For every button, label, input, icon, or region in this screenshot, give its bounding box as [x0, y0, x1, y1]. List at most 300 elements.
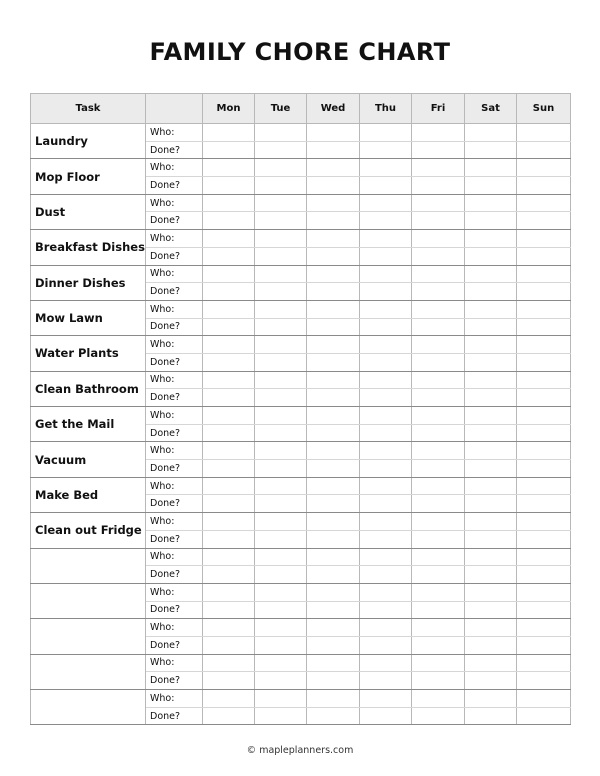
who-cell-sun[interactable] [517, 513, 571, 531]
who-cell-fri[interactable] [412, 336, 465, 354]
done-cell-tue[interactable] [255, 460, 307, 478]
who-cell-thu[interactable] [360, 513, 412, 531]
who-cell-thu[interactable] [360, 194, 412, 212]
task-name[interactable] [31, 654, 146, 689]
done-cell-sun[interactable] [517, 353, 571, 371]
who-cell-thu[interactable] [360, 619, 412, 637]
who-cell-fri[interactable] [412, 548, 465, 566]
who-label: Who: [146, 690, 203, 708]
done-cell-sat[interactable] [465, 141, 517, 159]
who-cell-fri[interactable] [412, 513, 465, 531]
task-row-who [31, 336, 571, 354]
task-row-who [31, 583, 571, 601]
done-cell-thu[interactable] [360, 601, 412, 619]
who-cell-tue[interactable] [255, 654, 307, 672]
done-cell-fri[interactable] [412, 495, 465, 513]
who-cell-sun[interactable] [517, 265, 571, 283]
done-cell-thu[interactable] [360, 283, 412, 301]
who-cell-wed[interactable] [307, 336, 360, 354]
done-cell-sat[interactable] [465, 707, 517, 725]
done-cell-sat[interactable] [465, 495, 517, 513]
done-label: Done? [146, 495, 203, 513]
task-row-who [31, 230, 571, 248]
done-cell-wed[interactable] [307, 283, 360, 301]
done-cell-thu[interactable] [360, 424, 412, 442]
who-cell-tue[interactable] [255, 300, 307, 318]
done-cell-sun[interactable] [517, 424, 571, 442]
task-name[interactable]: Water Plants [31, 336, 146, 371]
done-cell-wed[interactable] [307, 495, 360, 513]
done-label: Done? [146, 530, 203, 548]
done-cell-sat[interactable] [465, 353, 517, 371]
who-cell-sun[interactable] [517, 548, 571, 566]
done-cell-sat[interactable] [465, 212, 517, 230]
done-cell-sun[interactable] [517, 177, 571, 195]
done-label: Done? [146, 601, 203, 619]
done-cell-thu[interactable] [360, 141, 412, 159]
done-label: Done? [146, 318, 203, 336]
done-label: Done? [146, 566, 203, 584]
done-label: Done? [146, 353, 203, 371]
who-cell-sun[interactable] [517, 690, 571, 708]
who-cell-tue[interactable] [255, 124, 307, 142]
done-cell-fri[interactable] [412, 530, 465, 548]
who-cell-sun[interactable] [517, 619, 571, 637]
who-cell-mon[interactable] [203, 477, 255, 495]
done-cell-wed[interactable] [307, 318, 360, 336]
done-cell-thu[interactable] [360, 530, 412, 548]
who-cell-sat[interactable] [465, 690, 517, 708]
done-cell-sun[interactable] [517, 672, 571, 690]
done-cell-wed[interactable] [307, 636, 360, 654]
who-cell-fri[interactable] [412, 583, 465, 601]
who-cell-fri[interactable] [412, 194, 465, 212]
done-cell-sat[interactable] [465, 424, 517, 442]
done-cell-tue[interactable] [255, 177, 307, 195]
task-row-who [31, 407, 571, 425]
who-cell-sat[interactable] [465, 336, 517, 354]
done-cell-wed[interactable] [307, 141, 360, 159]
who-cell-wed[interactable] [307, 371, 360, 389]
done-cell-wed[interactable] [307, 389, 360, 407]
task-name[interactable]: Mop Floor [31, 159, 146, 194]
who-cell-tue[interactable] [255, 583, 307, 601]
done-cell-mon[interactable] [203, 530, 255, 548]
done-cell-mon[interactable] [203, 672, 255, 690]
who-cell-fri[interactable] [412, 124, 465, 142]
done-cell-fri[interactable] [412, 247, 465, 265]
done-cell-thu[interactable] [360, 247, 412, 265]
done-cell-sat[interactable] [465, 530, 517, 548]
done-cell-wed[interactable] [307, 177, 360, 195]
who-cell-sun[interactable] [517, 336, 571, 354]
who-cell-wed[interactable] [307, 548, 360, 566]
done-cell-fri[interactable] [412, 212, 465, 230]
who-cell-sun[interactable] [517, 371, 571, 389]
done-cell-thu[interactable] [360, 353, 412, 371]
who-cell-tue[interactable] [255, 477, 307, 495]
who-cell-tue[interactable] [255, 194, 307, 212]
who-cell-mon[interactable] [203, 619, 255, 637]
task-row-who [31, 159, 571, 177]
done-cell-tue[interactable] [255, 636, 307, 654]
done-label: Done? [146, 247, 203, 265]
task-name[interactable]: Breakfast Dishes [31, 230, 146, 265]
done-cell-sun[interactable] [517, 601, 571, 619]
who-cell-sun[interactable] [517, 654, 571, 672]
day-header-thu: Thu [360, 94, 412, 124]
who-cell-tue[interactable] [255, 230, 307, 248]
done-cell-sat[interactable] [465, 283, 517, 301]
who-cell-tue[interactable] [255, 690, 307, 708]
done-cell-fri[interactable] [412, 672, 465, 690]
who-cell-mon[interactable] [203, 654, 255, 672]
who-cell-thu[interactable] [360, 336, 412, 354]
done-cell-sat[interactable] [465, 672, 517, 690]
who-cell-wed[interactable] [307, 230, 360, 248]
day-header-mon: Mon [203, 94, 255, 124]
done-label: Done? [146, 636, 203, 654]
task-name[interactable]: Make Bed [31, 477, 146, 512]
task-name[interactable] [31, 619, 146, 654]
done-cell-fri[interactable] [412, 424, 465, 442]
task-name[interactable]: Get the Mail [31, 407, 146, 442]
done-cell-fri[interactable] [412, 177, 465, 195]
who-label: Who: [146, 230, 203, 248]
task-name[interactable]: Laundry [31, 124, 146, 159]
who-cell-sat[interactable] [465, 159, 517, 177]
done-label: Done? [146, 672, 203, 690]
who-cell-sat[interactable] [465, 194, 517, 212]
task-row-who [31, 194, 571, 212]
done-cell-fri[interactable] [412, 283, 465, 301]
task-row-who [31, 371, 571, 389]
done-cell-mon[interactable] [203, 318, 255, 336]
who-cell-thu[interactable] [360, 548, 412, 566]
who-cell-sat[interactable] [465, 371, 517, 389]
done-cell-wed[interactable] [307, 601, 360, 619]
who-cell-tue[interactable] [255, 548, 307, 566]
done-cell-sun[interactable] [517, 318, 571, 336]
done-cell-mon[interactable] [203, 283, 255, 301]
who-cell-fri[interactable] [412, 407, 465, 425]
who-cell-fri[interactable] [412, 690, 465, 708]
done-cell-sat[interactable] [465, 318, 517, 336]
done-cell-tue[interactable] [255, 283, 307, 301]
done-label: Done? [146, 283, 203, 301]
who-cell-sat[interactable] [465, 477, 517, 495]
done-label: Done? [146, 424, 203, 442]
done-cell-sun[interactable] [517, 247, 571, 265]
done-cell-tue[interactable] [255, 495, 307, 513]
task-row-who [31, 300, 571, 318]
done-label: Done? [146, 212, 203, 230]
done-cell-tue[interactable] [255, 530, 307, 548]
who-cell-sun[interactable] [517, 407, 571, 425]
who-cell-sat[interactable] [465, 407, 517, 425]
who-cell-mon[interactable] [203, 230, 255, 248]
done-cell-sun[interactable] [517, 141, 571, 159]
who-cell-sat[interactable] [465, 124, 517, 142]
done-cell-thu[interactable] [360, 177, 412, 195]
task-row-who [31, 265, 571, 283]
task-name[interactable]: Mow Lawn [31, 300, 146, 335]
who-cell-wed[interactable] [307, 583, 360, 601]
who-cell-thu[interactable] [360, 300, 412, 318]
done-cell-tue[interactable] [255, 707, 307, 725]
who-label: Who: [146, 513, 203, 531]
who-cell-mon[interactable] [203, 300, 255, 318]
who-cell-sat[interactable] [465, 513, 517, 531]
done-cell-mon[interactable] [203, 212, 255, 230]
done-cell-thu[interactable] [360, 318, 412, 336]
who-cell-wed[interactable] [307, 619, 360, 637]
done-cell-thu[interactable] [360, 212, 412, 230]
done-cell-wed[interactable] [307, 566, 360, 584]
done-cell-mon[interactable] [203, 141, 255, 159]
task-name[interactable] [31, 548, 146, 583]
done-cell-sun[interactable] [517, 460, 571, 478]
done-cell-thu[interactable] [360, 566, 412, 584]
who-cell-sat[interactable] [465, 265, 517, 283]
done-cell-fri[interactable] [412, 318, 465, 336]
who-cell-mon[interactable] [203, 690, 255, 708]
footer-copyright: © mapleplanners.com [246, 745, 354, 756]
who-cell-tue[interactable] [255, 371, 307, 389]
done-cell-fri[interactable] [412, 636, 465, 654]
who-cell-sat[interactable] [465, 654, 517, 672]
who-cell-mon[interactable] [203, 583, 255, 601]
who-cell-thu[interactable] [360, 407, 412, 425]
done-cell-sun[interactable] [517, 283, 571, 301]
who-cell-tue[interactable] [255, 407, 307, 425]
done-cell-tue[interactable] [255, 141, 307, 159]
task-name[interactable]: Vacuum [31, 442, 146, 477]
who-cell-tue[interactable] [255, 513, 307, 531]
who-cell-sat[interactable] [465, 442, 517, 460]
done-cell-mon[interactable] [203, 566, 255, 584]
who-cell-sun[interactable] [517, 194, 571, 212]
done-cell-tue[interactable] [255, 212, 307, 230]
done-label: Done? [146, 460, 203, 478]
done-cell-tue[interactable] [255, 424, 307, 442]
done-cell-thu[interactable] [360, 460, 412, 478]
done-cell-tue[interactable] [255, 672, 307, 690]
done-cell-mon[interactable] [203, 389, 255, 407]
who-cell-mon[interactable] [203, 442, 255, 460]
done-cell-wed[interactable] [307, 707, 360, 725]
who-cell-wed[interactable] [307, 690, 360, 708]
done-cell-fri[interactable] [412, 141, 465, 159]
task-name[interactable] [31, 583, 146, 618]
who-cell-fri[interactable] [412, 265, 465, 283]
done-cell-thu[interactable] [360, 636, 412, 654]
who-cell-sat[interactable] [465, 300, 517, 318]
done-cell-sat[interactable] [465, 636, 517, 654]
who-cell-mon[interactable] [203, 548, 255, 566]
done-label: Done? [146, 141, 203, 159]
who-cell-mon[interactable] [203, 159, 255, 177]
who-cell-thu[interactable] [360, 371, 412, 389]
task-name[interactable]: Dust [31, 194, 146, 229]
done-cell-wed[interactable] [307, 530, 360, 548]
done-cell-thu[interactable] [360, 672, 412, 690]
done-cell-sat[interactable] [465, 566, 517, 584]
who-cell-fri[interactable] [412, 654, 465, 672]
done-cell-tue[interactable] [255, 389, 307, 407]
done-cell-wed[interactable] [307, 672, 360, 690]
done-cell-fri[interactable] [412, 353, 465, 371]
done-cell-fri[interactable] [412, 707, 465, 725]
who-cell-tue[interactable] [255, 159, 307, 177]
header-row [31, 94, 571, 124]
who-cell-sat[interactable] [465, 230, 517, 248]
who-cell-mon[interactable] [203, 371, 255, 389]
done-cell-fri[interactable] [412, 460, 465, 478]
done-cell-sat[interactable] [465, 460, 517, 478]
done-cell-sun[interactable] [517, 566, 571, 584]
done-cell-thu[interactable] [360, 707, 412, 725]
who-cell-mon[interactable] [203, 513, 255, 531]
task-name[interactable] [31, 690, 146, 725]
done-cell-mon[interactable] [203, 353, 255, 371]
done-cell-mon[interactable] [203, 601, 255, 619]
who-label: Who: [146, 159, 203, 177]
done-cell-mon[interactable] [203, 707, 255, 725]
who-cell-wed[interactable] [307, 124, 360, 142]
who-cell-mon[interactable] [203, 194, 255, 212]
who-label: Who: [146, 548, 203, 566]
who-cell-thu[interactable] [360, 583, 412, 601]
done-cell-sun[interactable] [517, 389, 571, 407]
chore-chart-table [30, 93, 571, 725]
done-cell-fri[interactable] [412, 566, 465, 584]
who-cell-sat[interactable] [465, 583, 517, 601]
task-name[interactable]: Clean out Fridge [31, 513, 146, 548]
who-cell-fri[interactable] [412, 371, 465, 389]
task-row-who [31, 690, 571, 708]
who-cell-sat[interactable] [465, 619, 517, 637]
who-label: Who: [146, 336, 203, 354]
who-cell-sun[interactable] [517, 300, 571, 318]
done-cell-fri[interactable] [412, 601, 465, 619]
done-cell-sun[interactable] [517, 495, 571, 513]
who-cell-fri[interactable] [412, 159, 465, 177]
who-cell-sun[interactable] [517, 442, 571, 460]
done-cell-mon[interactable] [203, 495, 255, 513]
done-cell-mon[interactable] [203, 177, 255, 195]
done-cell-tue[interactable] [255, 353, 307, 371]
who-label: Who: [146, 265, 203, 283]
task-row-who [31, 124, 571, 142]
who-cell-wed[interactable] [307, 407, 360, 425]
who-label: Who: [146, 194, 203, 212]
done-cell-mon[interactable] [203, 636, 255, 654]
who-cell-fri[interactable] [412, 230, 465, 248]
who-cell-thu[interactable] [360, 442, 412, 460]
who-cell-wed[interactable] [307, 513, 360, 531]
done-cell-wed[interactable] [307, 424, 360, 442]
done-cell-wed[interactable] [307, 460, 360, 478]
done-cell-fri[interactable] [412, 389, 465, 407]
who-cell-sun[interactable] [517, 124, 571, 142]
who-label: Who: [146, 442, 203, 460]
who-cell-fri[interactable] [412, 300, 465, 318]
who-cell-tue[interactable] [255, 265, 307, 283]
who-cell-sat[interactable] [465, 548, 517, 566]
who-cell-wed[interactable] [307, 442, 360, 460]
who-cell-sun[interactable] [517, 583, 571, 601]
done-cell-wed[interactable] [307, 353, 360, 371]
who-cell-thu[interactable] [360, 124, 412, 142]
who-cell-thu[interactable] [360, 477, 412, 495]
who-cell-wed[interactable] [307, 194, 360, 212]
who-cell-sun[interactable] [517, 477, 571, 495]
done-cell-sun[interactable] [517, 707, 571, 725]
done-cell-sat[interactable] [465, 389, 517, 407]
done-cell-sat[interactable] [465, 247, 517, 265]
who-cell-wed[interactable] [307, 159, 360, 177]
done-cell-sun[interactable] [517, 530, 571, 548]
who-cell-thu[interactable] [360, 230, 412, 248]
done-cell-sat[interactable] [465, 177, 517, 195]
done-cell-thu[interactable] [360, 389, 412, 407]
who-cell-thu[interactable] [360, 159, 412, 177]
done-cell-wed[interactable] [307, 247, 360, 265]
task-name[interactable]: Dinner Dishes [31, 265, 146, 300]
who-cell-mon[interactable] [203, 407, 255, 425]
who-cell-fri[interactable] [412, 477, 465, 495]
done-cell-tue[interactable] [255, 566, 307, 584]
done-cell-sun[interactable] [517, 212, 571, 230]
done-cell-mon[interactable] [203, 247, 255, 265]
who-cell-mon[interactable] [203, 336, 255, 354]
who-cell-tue[interactable] [255, 336, 307, 354]
who-cell-thu[interactable] [360, 654, 412, 672]
done-cell-tue[interactable] [255, 318, 307, 336]
task-name[interactable]: Clean Bathroom [31, 371, 146, 406]
done-cell-thu[interactable] [360, 495, 412, 513]
done-cell-tue[interactable] [255, 601, 307, 619]
done-cell-sat[interactable] [465, 601, 517, 619]
who-cell-fri[interactable] [412, 442, 465, 460]
who-cell-wed[interactable] [307, 300, 360, 318]
task-row-who [31, 477, 571, 495]
who-cell-thu[interactable] [360, 265, 412, 283]
done-cell-mon[interactable] [203, 460, 255, 478]
who-cell-thu[interactable] [360, 690, 412, 708]
who-label: Who: [146, 371, 203, 389]
who-cell-wed[interactable] [307, 654, 360, 672]
who-cell-wed[interactable] [307, 477, 360, 495]
done-cell-sun[interactable] [517, 636, 571, 654]
done-label: Done? [146, 177, 203, 195]
who-cell-mon[interactable] [203, 265, 255, 283]
day-header-wed: Wed [307, 94, 360, 124]
day-header-sat: Sat [465, 94, 517, 124]
done-cell-mon[interactable] [203, 424, 255, 442]
who-cell-fri[interactable] [412, 619, 465, 637]
done-cell-wed[interactable] [307, 212, 360, 230]
done-label: Done? [146, 389, 203, 407]
who-cell-tue[interactable] [255, 619, 307, 637]
who-cell-sun[interactable] [517, 159, 571, 177]
who-cell-wed[interactable] [307, 265, 360, 283]
who-cell-sun[interactable] [517, 230, 571, 248]
who-cell-mon[interactable] [203, 124, 255, 142]
who-cell-tue[interactable] [255, 442, 307, 460]
done-cell-tue[interactable] [255, 247, 307, 265]
